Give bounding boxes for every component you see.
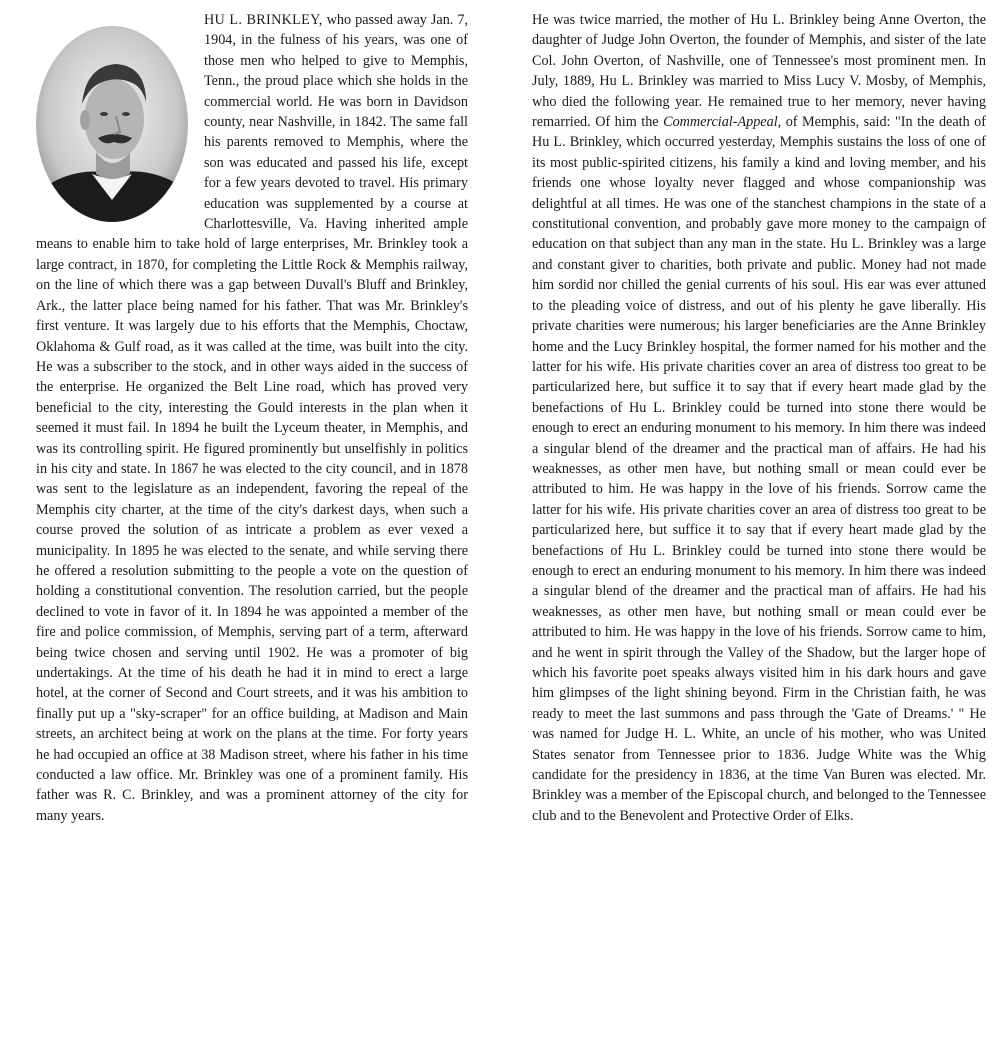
newspaper-name: Commercial-Appeal, xyxy=(663,114,782,131)
right-text-after: of Memphis, said: "In the death of Hu L. Brinkley, which occurred yesterday, Memphis sustains the loss of one of its most public-spirited citizens, his family a kind and loving member, and his friends one whose loyalty never flagged and whose companionship was delightful at all times. He was one of the stanchest champions in the state of a constitutional convention, and probably gave more money to the campaign of education on that subject than any man in the state. Hu L. Brinkley was a large and constant giver to charities, both private and public. Money had not made him sordid nor chilled the genial currents of his soul. His ear was ever attuned to the pleading voice of distress, and out of his plenty he gave liberally. His private charities were numerous; his larger beneficiaries are the Anne Brinkley home and the Lucy Brinkley hospital, the former named for his mother and the latter for his wife. His private charities cover an area of distress too great to be particularized here, but suffice it to say that if every heart made glad by the benefactions of Hu L. Brinkley could be turned into stone there would be enough to erect an enduring monument to his memory. In him there was indeed a singular blend of the dreamer and the practical man of affairs. He had his weaknesses, as other men have, but nothing small or mean could ever be attributed to him. He was happy in the love of his friends. Sorrow came the latter for his wife. His private charities cover an area of distress too great to be particularized here, but suffice it to say that if every heart made glad by the benefactions of Hu L. Brinkley could be turned into stone there would be enough to erect an enduring monument to his memory. In him there was indeed a singular blend of the dreamer and the practical man of affairs. He had his weaknesses, as other men have, but nothing small or mean could ever be attributed to him. He was happy in the love of his friends. Sorrow came to him, and he went in spirit through the Valley of the Shadow, but the larger hope of which his favorite poet speaks always visited him in his dark hours and gave him glimpses of the light shining beyond. Firm in the Christian faith, he was ready to meet the last summons and pass through the 'Gate of Dreams.' " He was named for Judge H. L. White, an uncle of his mother, who was United States senator from Tennessee prior to 1836. Judge White was the Whig candidate for the presidency in 1836, at the time Van Buren was elected. Mr. Brinkley was a member of the Episcopal church, and belonged to the Tennessee club and to the Benevolent and Protective Order of Elks. xyxy=(532,114,987,824)
right-column-text xyxy=(532,10,986,826)
portrait-spacer xyxy=(36,10,204,234)
subject-name: HU L. BRINKLEY, xyxy=(204,12,323,28)
right-text-before: He was twice married, the mother of Hu L. Brinkley being Anne Overton, the daughter of Judge John Overton, the founder of Memphis, and sister of the late Col. John Overton, of Nashville, one of Tennessee's most prominent men. In July, 1889, Hu L. Brinkley was married to Miss Lucy V. Mosby, of Memphis, who died the following year. He remained true to her memory, never having remarried. Of him the xyxy=(532,12,986,131)
left-column-text xyxy=(36,10,468,826)
left-body-text: who passed away Jan. 7, 1904, in the fulness of his years, was one of those men who helped to give to Memphis, Tenn., the proud place which she holds in the commercial world. He was born in Davidson county, near Nashville, in 1842. The same fall his parents removed to Memphis, where the son was educated and passed his life, except for a few years devoted to travel. His primary education was supplemented by a course at Charlottesville, Va. Having inherited ample means to enable him to take hold of large enterprises, Mr. Brinkley took a large contract, in 1870, for completing the Little Rock & Memphis railway, on the line of which there was a gap between Duvall's Bluff and Brinkley, Ark., the latter place being named for his father. That was Mr. Brinkley's first venture. It was largely due to his efforts that the Memphis, Choctaw, Oklahoma & Gulf road, as it was called at the time, was built into the city. He was a subscriber to the stock, and in other ways aided in the success of the enterprise. He organized the Belt Line road, which has proved very beneficial to the city, interesting the Gould interests in the plan when it seemed it must fail. In 1894 he built the Lyceum theater, in Memphis, and was its controlling spirit. He figured prominently but unselfishly in politics in his city and state. In 1867 he was elected to the city council, and in 1878 was sent to the legislature as an independent, favoring the repeal of the Memphis city charter, at the time of the city's darkest days, when such a course proved the solution of as intricate a problem as ever vexed a municipality. In 1895 he was elected to the senate, and while serving there he offered a resolution submitting to the people a vote on the question of holding a constitutional convention. The resolution carried, but the people declined to vote in favor of it. In 1894 he was appointed a member of the fire and police commission, of Memphis, serving part of a term, afterward being twice chosen and serving until 1902. He was a promoter of big undertakings. At the time of his death he had it in mind to erect a large hotel, at the corner of Second and Court streets, and it was his ambition to finally put up a "sky-scraper" for an office building, at Madison and Main streets, an architect being at work on the plans at the time. For forty years he had occupied an office at 38 Madison street, where his father in his time conducted a law office. Mr. Brinkley was one of a prominent family. His father was R. C. Brinkley, and was a prominent attorney of the city for many years. xyxy=(36,12,468,824)
